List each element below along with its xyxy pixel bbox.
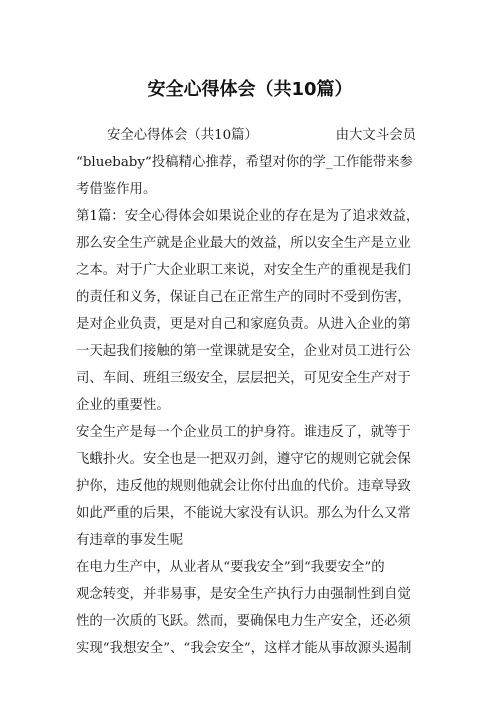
body-line: 飞蛾扑火。安全也是一把双刃剑，遵守它的规则它就会保	[76, 452, 411, 467]
body-line: 护你，违反他的规则他就会让你付出血的代价。违章导致	[76, 479, 411, 494]
subtitle-left: 安全心得体会（共10篇）	[107, 128, 258, 143]
subtitle-right: 由大文斗会员	[335, 128, 416, 143]
body-line: 司、车间、班组三级安全，层层把关，可见安全生产对于	[76, 371, 411, 386]
body-line: 考借鉴作用。	[76, 182, 157, 197]
body-line: 那么安全生产就是企业最大的效益，所以安全生产是立业	[76, 236, 411, 251]
body-line: 如此严重的后果，不能说大家没有认识。那么为什么又常	[76, 506, 411, 521]
body-line: 安全生产是每一个企业员工的护身符。谁违反了，就等于	[76, 425, 411, 440]
document-body	[76, 122, 436, 662]
body-line: 有违章的事发生呢	[76, 533, 184, 548]
body-line: 观念转变，并非易事，是安全生产执行力由强制性到自觉	[76, 587, 411, 602]
body-line: 性的一次质的飞跃。然而，要确保电力生产安全，还必须	[76, 614, 411, 629]
body-line: “bluebaby”投稿精心推荐，希望对你的学_工作能带来参	[76, 155, 413, 170]
body-line: 在电力生产中，从业者从“要我安全”到“我要安全”的	[76, 560, 385, 575]
body-line: 之本。对于广大企业职工来说，对安全生产的重视是我们	[76, 263, 411, 278]
body-line: 实现“我想安全”、“我会安全”，这样才能从事故源头遏制	[76, 641, 412, 656]
body-line: 的责任和义务，保证自己在正常生产的同时不受到伤害，	[76, 290, 411, 305]
subtitle-line	[76, 122, 436, 149]
body-line: 一天起我们接触的第一堂课就是安全，企业对员工进行公	[76, 344, 411, 359]
body-line: 是对企业负责，更是对自己和家庭负责。从进入企业的第	[76, 317, 411, 332]
document-title: 安全心得体会（共10篇）	[147, 79, 353, 100]
body-line: 第1篇：安全心得体会如果说企业的存在是为了追求效益，	[76, 209, 420, 224]
body-line: 企业的重要性。	[76, 398, 170, 413]
